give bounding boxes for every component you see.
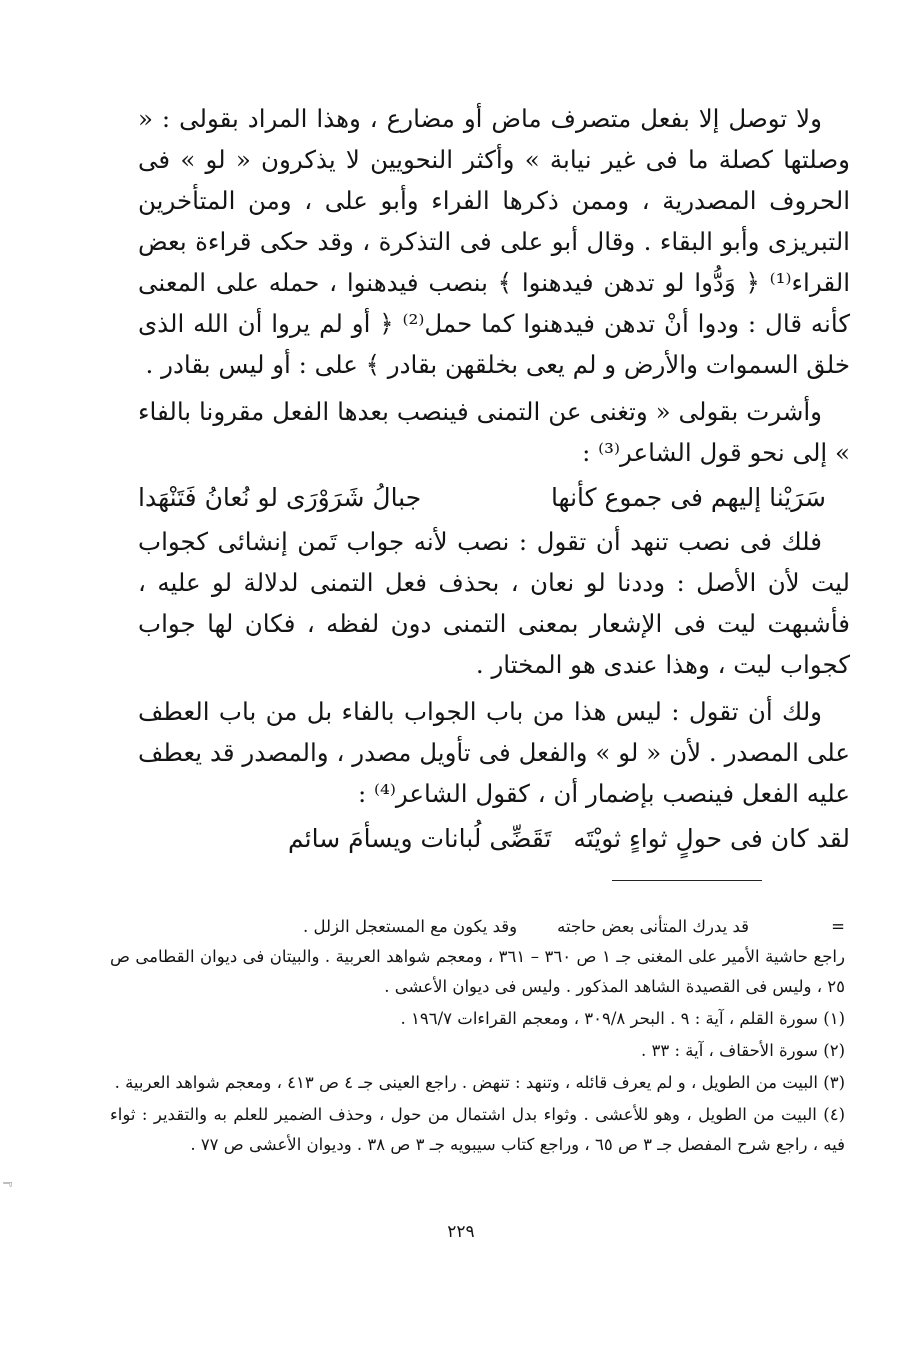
footnotes [110, 912, 845, 1162]
continuation-verse-first-hemistich: قد يدرك المتأنى بعض حاجته [557, 917, 749, 936]
scan-edge-mark: ﹃ [0, 1174, 13, 1188]
paragraph-1: ولا توصل إلا بفعل متصرف ماض أو مضارع ، وهذا المراد بقولى : « وصلتها كصلة ما فى غير نيابة » وأكثر النحويين لا يذكرون « لو » فى الحروف المصدرية ، وممن ذكرها الفراء وأبو على ، ومن المتأخرين التبريزى وأبو البقاء . وقال أبو على فى التذكرة ، وقد حكى قراءة بعض القراء⁽¹⁾ ﴿ وَدُّوا لو تدهن فيدهنوا ﴾ بنصب فيدهنوا ، حمله على المعنى كأنه قال : ودوا أنْ تدهن فيدهنوا كما حمل⁽²⁾ ﴿ أو لم يروا أن الله الذى خلق السموات والأرض و لم يعى بخلقهن بقادر ﴾ على : أو ليس بقادر . [138, 104, 850, 379]
verse-1-second-hemistich: جبالُ شَرَوْرَى لو نُعانُ فَتَنْهَدا [138, 483, 422, 512]
page-number: ٢٢٩ [447, 1222, 475, 1242]
paragraph-2: وأشرت بقولى « وتغنى عن التمنى فينصب بعدها الفعل مقرونا بالفاء » إلى نحو قول الشاعر⁽³⁾ : [138, 397, 850, 467]
verse-1 [138, 477, 850, 519]
paragraph-4: ولك أن تقول : ليس هذا من باب الجواب بالفاء بل من باب العطف على المصدر . لأن « لو » والفعل فى تأويل مصدر ، والمصدر قد يعطف عليه الفعل فينصب بإضمار أن ، كقول الشاعر⁽⁴⁾ : [138, 697, 850, 808]
verse-2-first-hemistich: لقد كان فى حولٍ ثواءٍ ثويْتَه [573, 824, 850, 853]
footnote-continuation-verse [110, 912, 845, 942]
footnote-continuation-text: راجع حاشية الأمير على المغنى جـ ١ ص ٣٦٠ – ٣٦١ ، ومعجم شواهد العربية . والبيتان فى ديوان القطامى ص ٢٥ ، وليس فى القصيدة الشاهد المذكور . وليس فى ديوان الأعشى . [110, 947, 845, 996]
footnote-4: (٤) البيت من الطويل ، وهو للأعشى . وثواء بدل اشتمال من حول ، وحذف الضمير للعلم به والتقدير : ثواء فيه ، راجع شرح المفصل جـ ٣ ص ٦٥ ، وراجع كتاب سيبويه جـ ٣ ص ٣٨ . وديوان الأعشى ص ٧٧ . [110, 1105, 845, 1154]
footnote-3: (٣) البيت من الطويل ، و لم يعرف قائله ، وتنهد : تنهض . راجع العينى جـ ٤ ص ٤١٣ ، ومعجم شواهد العربية . [114, 1073, 845, 1092]
footnote-1: (١) سورة القلم ، آية : ٩ . البحر ٣٠٩/٨ ، ومعجم القراءات ١٩٦/٧ . [400, 1009, 845, 1028]
verse-1-first-hemistich: سَرَيْنا إليهم فى جموع كأنها [550, 483, 826, 512]
paragraph-3: فلك فى نصب تنهد أن تقول : نصب لأنه جواب تَمن إنشائى كجواب ليت لأن الأصل : وددنا لو نعان ، بحذف فعل التمنى لدلالة لو عليه ، فأشبهت ليت فى الإشعار بمعنى التمنى دون لفظه ، فكان لها جواب كجواب ليت ، وهذا عندى هو المختار . [138, 527, 850, 679]
footnote-divider [612, 880, 762, 881]
continuation-mark: = [831, 917, 845, 936]
verse-2-second-hemistich: تَقَضِّى لُبانات ويسأمَ سائم [288, 824, 552, 853]
verse-2 [138, 818, 850, 860]
main-text [138, 98, 850, 862]
footnote-2: (٢) سورة الأحقاف ، آية : ٣٣ . [641, 1041, 845, 1060]
continuation-verse-second-hemistich: وقد يكون مع المستعجل الزلل . [302, 917, 518, 936]
